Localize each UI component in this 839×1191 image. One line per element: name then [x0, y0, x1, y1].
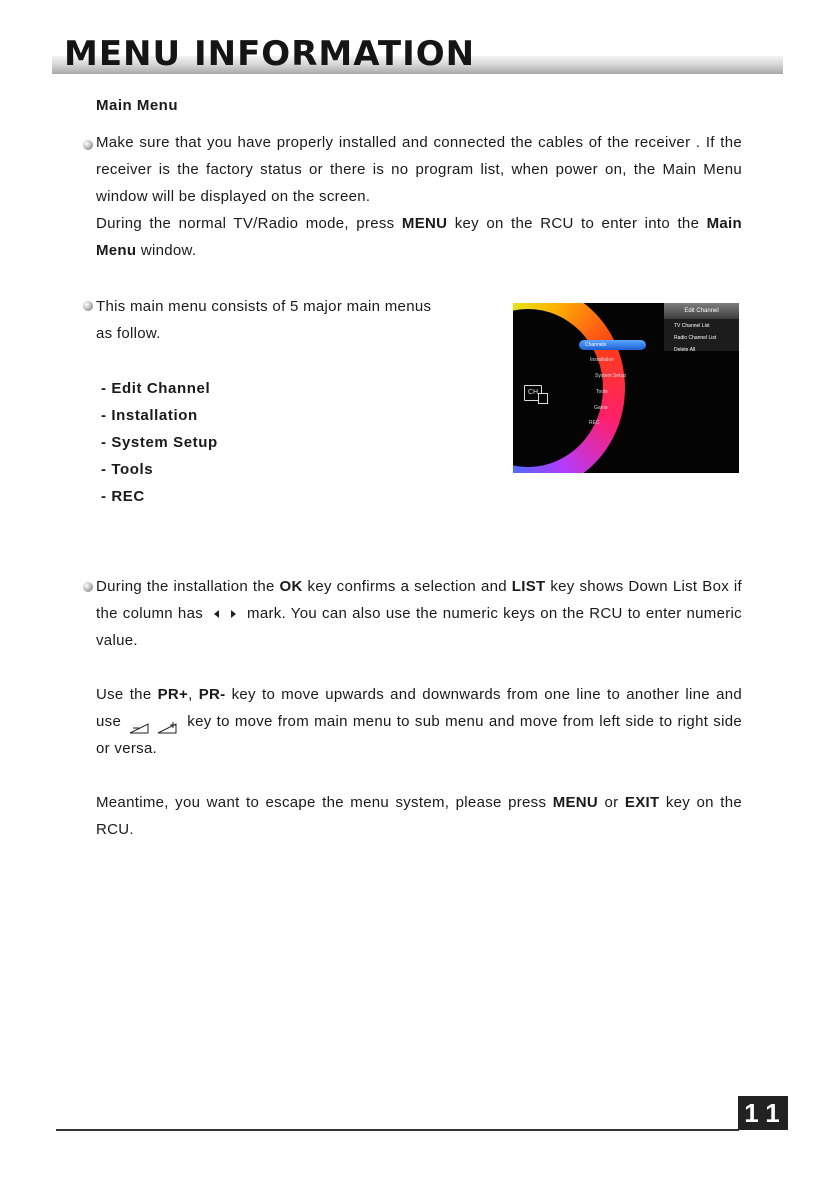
- screenshot-menu-item: Tools: [596, 389, 608, 395]
- page-title: MENU INFORMATION: [64, 34, 476, 74]
- main-menus-intro-line1: This main menu consists of 5 major main menus: [96, 298, 432, 315]
- bullet-icon: [83, 301, 93, 311]
- page-number: 11: [738, 1096, 788, 1130]
- list-item: - Edit Channel: [101, 380, 211, 397]
- left-arrow-icon: [214, 610, 219, 618]
- main-menus-intro-line2: as follow.: [96, 325, 161, 342]
- main-menu-label: Main Menu: [96, 215, 742, 259]
- main-menus-intro: [96, 293, 496, 347]
- list-item: - System Setup: [101, 434, 218, 451]
- installation-text-4: mark. You can also use the numeric keys on the RCU to enter numeric value.: [96, 605, 742, 649]
- main-menu-screenshot: [513, 303, 739, 473]
- screenshot-menu-item: Channels: [585, 342, 607, 348]
- screenshot-menu-item: REC: [589, 420, 600, 426]
- navigation-text-2: key to move upwards and downwards from one line to another line and use: [96, 686, 743, 730]
- intro-text-1: Make sure that you have properly installed and connected the cables of the receiver . If the receiver is the factory status or there is no program list, when power on, the Main Menu window will be displayed on the screen.: [96, 134, 742, 205]
- intro-text-2: During the normal TV/Radio mode, press: [96, 215, 402, 232]
- list-item: - Installation: [101, 407, 198, 424]
- installation-text-2: key confirms a selection and: [302, 578, 512, 595]
- navigation-text-3: key to move from main menu to sub menu and move from left side to right side or versa.: [96, 713, 742, 757]
- pr-minus-key-label: PR-: [198, 686, 226, 703]
- installation-text-1: During the installation the: [96, 578, 280, 595]
- bullet-icon: [83, 140, 93, 150]
- screenshot-menu-item: System Setup: [595, 373, 627, 379]
- escape-text-3: key on the RCU.: [96, 794, 743, 838]
- volume-up-icon: [156, 716, 180, 728]
- escape-text-1: Meantime, you want to escape the menu system, please press: [96, 794, 553, 811]
- installation-text-3: key shows Down List Box if the column has: [96, 578, 742, 622]
- panel-item: Radio Channel List: [674, 335, 717, 341]
- escape-paragraph: [96, 789, 742, 843]
- screenshot-menu-item: Game: [594, 405, 608, 411]
- intro-text-3: key on the RCU to enter into the: [447, 215, 707, 232]
- panel-item: TV Channel List: [674, 323, 710, 329]
- ok-key-label: OK: [279, 578, 303, 595]
- section-heading-main-menu: Main Menu: [96, 97, 178, 114]
- right-arrow-icon: [231, 610, 236, 618]
- navigation-text-1: Use the: [96, 686, 158, 703]
- escape-text-2: or: [598, 794, 625, 811]
- intro-text-4: window.: [136, 242, 197, 259]
- pr-plus-key-label: PR+: [157, 686, 189, 703]
- panel-item: Delete All: [674, 347, 696, 353]
- intro-paragraph: [96, 129, 742, 264]
- panel-title: Edit Channel: [664, 303, 739, 319]
- list-item: - Tools: [101, 461, 154, 478]
- edit-channel-panel: [664, 303, 739, 351]
- ch-icon: CH: [524, 385, 542, 401]
- menu-key-label: MENU: [552, 794, 599, 811]
- installation-paragraph: [96, 573, 742, 654]
- navigation-paragraph: [96, 681, 742, 762]
- navigation-comma: ,: [188, 686, 199, 703]
- menu-key-label: MENU: [401, 215, 448, 232]
- exit-key-label: EXIT: [624, 794, 660, 811]
- volume-down-icon: [128, 716, 152, 728]
- screenshot-menu-item: Installation: [590, 357, 614, 363]
- ch-icon-lines: [538, 393, 548, 404]
- footer-rule: [56, 1129, 739, 1131]
- main-menus-list: [101, 375, 218, 510]
- bullet-icon: [83, 582, 93, 592]
- list-item: - REC: [101, 488, 145, 505]
- list-key-label: LIST: [511, 578, 546, 595]
